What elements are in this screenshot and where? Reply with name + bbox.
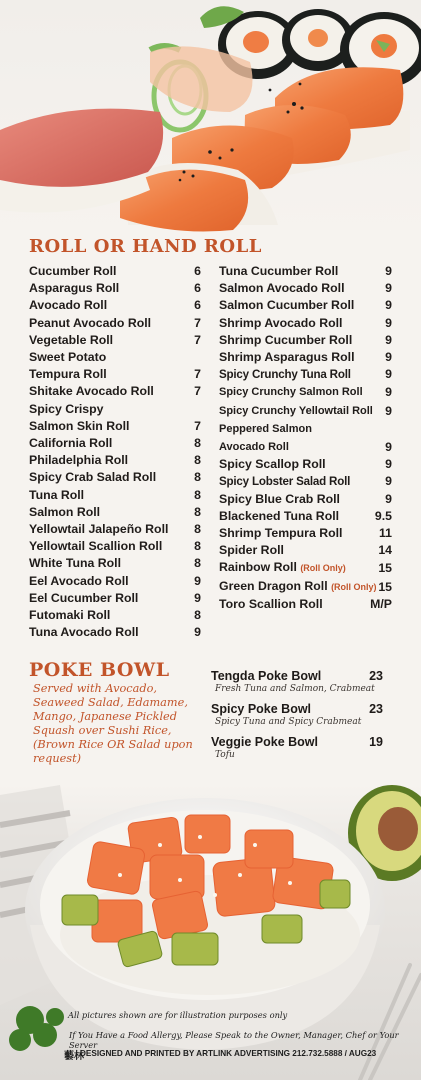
menu-item <box>219 578 392 596</box>
menu-item <box>29 401 201 435</box>
menu-item-name: Shrimp Tempura Roll <box>219 526 343 541</box>
menu-item-price: 8 <box>194 504 201 519</box>
menu-item-name: Spider Roll <box>219 543 284 558</box>
menu-item-label <box>219 508 339 525</box>
menu-item-label <box>29 280 119 297</box>
menu-item <box>219 383 392 401</box>
menu-item <box>219 420 392 456</box>
menu-item <box>29 332 201 349</box>
menu-item <box>29 487 201 504</box>
menu-item-price: 6 <box>194 281 201 296</box>
menu-item-label <box>29 624 139 641</box>
menu-item-label <box>219 578 377 596</box>
menu-item <box>29 280 201 297</box>
menu-item-price: 6 <box>194 298 201 313</box>
menu-item-price: 7 <box>194 315 201 330</box>
menu-item-name: Eel Cucumber Roll <box>29 590 139 605</box>
menu-item-price: 8 <box>194 608 201 623</box>
menu-item-label <box>29 590 138 607</box>
menu-item-price: 9 <box>385 367 392 382</box>
menu-item-price: 9 <box>385 440 392 455</box>
menu-item-label <box>219 402 373 420</box>
menu-item-label <box>219 525 342 542</box>
poke-item-name: Veggie Poke Bowl <box>211 735 318 749</box>
allergy-notice: If You Have a Food Allergy, Please Speak to the Owner, Manager, Chef or Your Server <box>69 1030 399 1050</box>
menu-item-note: (Roll Only) <box>331 581 377 592</box>
menu-item <box>219 473 392 490</box>
menu-item-price: 9 <box>385 332 392 347</box>
menu-item-name: California Roll <box>29 436 113 451</box>
menu-item-price: 8 <box>194 470 201 485</box>
menu-item <box>219 542 392 559</box>
roll-list-right <box>219 263 392 613</box>
poke-item-note: Spicy Tuna and Spicy Crabmeat <box>215 717 362 727</box>
menu-item-label <box>29 315 151 332</box>
menu-item-label <box>29 383 154 400</box>
artlink-logo: 藝林 <box>64 1051 84 1062</box>
menu-item-price: 9 <box>385 385 392 400</box>
menu-item-label <box>219 315 342 332</box>
menu-item-label <box>29 487 84 504</box>
menu-item-name: Spicy Lobster Salad Roll <box>219 475 351 489</box>
menu-item-label <box>219 383 363 401</box>
menu-item <box>29 315 201 332</box>
menu-item-label <box>29 435 112 452</box>
menu-item-label <box>29 297 107 314</box>
menu-item-label <box>29 504 100 521</box>
menu-item-name: Tuna Roll <box>29 487 85 502</box>
menu-item-label <box>219 366 351 383</box>
menu-item <box>29 297 201 314</box>
menu-item-name: Shrimp Avocado Roll <box>219 315 343 330</box>
menu-item-price: 8 <box>194 556 201 571</box>
menu-item-label <box>219 559 346 577</box>
menu-item <box>29 349 201 383</box>
poke-section-title: POKE BOWL <box>29 659 170 681</box>
menu-item-label <box>219 280 345 297</box>
poke-item-price: 23 <box>369 702 383 716</box>
menu-item-name: Peppered Salmon Avocado Roll <box>219 422 312 454</box>
menu-item-name: Green Dragon Roll <box>219 578 328 593</box>
menu-item-price: 11 <box>379 526 392 541</box>
menu-item <box>29 607 201 624</box>
menu-item-price: 6 <box>194 264 201 278</box>
menu-item-label <box>219 596 323 613</box>
menu-item-label <box>219 420 312 456</box>
poke-item-row <box>211 701 383 717</box>
printer-credit: DESIGNED AND PRINTED BY ARTLINK ADVERTISING 212.732.5888 / AUG23 <box>80 1049 377 1058</box>
menu-item <box>219 508 392 525</box>
menu-item-name: Salmon Avocado Roll <box>219 281 345 296</box>
menu-item-price: 8 <box>194 539 201 554</box>
menu-item-label <box>29 555 121 572</box>
menu-item-label <box>219 542 284 559</box>
menu-item-price: 15 <box>378 579 392 594</box>
menu-item-label <box>29 469 156 486</box>
poke-item <box>211 668 383 695</box>
menu-item-name: Spicy Scallop Roll <box>219 457 326 472</box>
menu-item-name: Toro Scallion Roll <box>219 596 323 611</box>
poke-item <box>211 701 383 728</box>
menu-item-price: 7 <box>194 418 201 433</box>
menu-item <box>29 435 201 452</box>
menu-item-name: Spicy Crunchy Salmon Roll <box>219 386 363 399</box>
menu-item-name: Shitake Avocado Roll <box>29 384 154 399</box>
menu-item <box>29 555 201 572</box>
menu-item-name: Spicy Blue Crab Roll <box>219 491 340 506</box>
menu-item <box>219 525 392 542</box>
menu-item <box>29 521 201 538</box>
menu-item-price: 9 <box>385 298 392 313</box>
roll-list-left <box>29 263 201 641</box>
poke-item-price: 19 <box>369 735 383 749</box>
menu-item <box>219 366 392 383</box>
menu-item-name: Rainbow Roll <box>219 560 297 575</box>
menu-item-price: 9 <box>385 264 392 278</box>
menu-item-name: Spicy Crunchy Yellowtail Roll <box>219 404 373 417</box>
menu-item-label <box>219 332 352 349</box>
menu-item-name: Tuna Cucumber Roll <box>219 264 339 278</box>
disclaimer-text: All pictures shown are for illustration purposes only <box>68 1010 288 1020</box>
menu-item <box>219 315 392 332</box>
menu-item <box>29 263 201 280</box>
menu-item-price: 9 <box>194 590 201 605</box>
menu-item-label <box>29 263 116 280</box>
menu-item <box>219 491 392 508</box>
sushi-photo <box>0 0 421 235</box>
menu-item-price: 8 <box>194 522 201 537</box>
menu-item-name: Yellowtail Jalapeño Roll <box>29 522 169 537</box>
poke-item <box>211 734 383 761</box>
menu-item <box>219 332 392 349</box>
menu-item-name: Vegetable Roll <box>29 332 114 347</box>
menu-item <box>219 280 392 297</box>
menu-item <box>29 573 201 590</box>
poke-item-note: Tofu <box>215 750 235 760</box>
menu-item <box>29 504 201 521</box>
menu-item <box>219 559 392 577</box>
menu-item-price: 9 <box>194 625 201 640</box>
menu-item <box>29 624 201 641</box>
menu-item <box>29 590 201 607</box>
menu-item-name: White Tuna Roll <box>29 556 121 571</box>
poke-description: Served with Avocado, Seaweed Salad, Edamame, Mango, Japanese Pickled Squash over Sushi Rice, (Brown Rice OR Salad upon request) <box>33 682 193 765</box>
poke-item-name: Tengda Poke Bowl <box>211 669 322 683</box>
menu-item-name: Spicy Crab Salad Roll <box>29 470 157 485</box>
menu-item-price: 8 <box>194 453 201 468</box>
poke-item-name: Spicy Poke Bowl <box>211 702 312 716</box>
poke-item-row <box>211 668 383 684</box>
menu-item-name: Spicy Crunchy Tuna Roll <box>219 368 351 382</box>
menu-item <box>219 297 392 314</box>
menu-item-name: Philadelphia Roll <box>29 453 129 468</box>
menu-item-name: Shrimp Cucumber Roll <box>219 332 353 347</box>
menu-item-price: M/P <box>370 596 392 611</box>
menu-item-name: Shrimp Asparagus Roll <box>219 350 355 365</box>
menu-item <box>219 263 392 280</box>
menu-item-price: 15 <box>378 561 392 576</box>
menu-item <box>29 469 201 486</box>
menu-item <box>29 383 201 400</box>
poke-item-row <box>211 734 383 750</box>
menu-item-label <box>219 349 355 366</box>
menu-item-name: Eel Avocado Roll <box>29 573 129 588</box>
poke-item-note: Fresh Tuna and Salmon, Crabmeat <box>215 684 375 694</box>
menu-item-price: 9 <box>385 350 392 365</box>
menu-item-label <box>219 491 340 508</box>
menu-item-price: 9 <box>385 315 392 330</box>
menu-item-name: Cucumber Roll <box>29 264 117 278</box>
menu-item-label <box>29 349 107 383</box>
menu-item-label <box>29 607 110 624</box>
menu-item-price: 7 <box>194 332 201 347</box>
menu-item-label <box>29 573 129 590</box>
menu-item-label <box>219 297 354 314</box>
menu-item <box>219 349 392 366</box>
roll-section-title: ROLL OR HAND ROLL <box>29 236 262 257</box>
poke-list <box>211 668 383 767</box>
menu-item-note: (Roll Only) <box>300 563 346 574</box>
menu-item-name: Futomaki Roll <box>29 608 111 623</box>
menu-item-name: Asparagus Roll <box>29 281 120 296</box>
menu-item-price: 9 <box>194 573 201 588</box>
menu-item <box>29 452 201 469</box>
menu-item-label <box>29 521 168 538</box>
menu-item-name: Yellowtail Scallion Roll <box>29 539 163 554</box>
menu-item-label <box>29 538 162 555</box>
poke-item-price: 23 <box>369 669 383 683</box>
menu-item-label <box>29 332 113 349</box>
menu-item-name: Salmon Roll <box>29 504 101 519</box>
menu-item-name: Peanut Avocado Roll <box>29 315 152 330</box>
menu-item-price: 9 <box>385 474 392 489</box>
menu-item-label <box>219 263 338 280</box>
menu-item <box>219 402 392 420</box>
menu-item-price: 9.5 <box>374 508 392 523</box>
menu-item-price: 7 <box>194 367 201 382</box>
menu-item-label <box>29 401 129 435</box>
menu-item-name: Tuna Avocado Roll <box>29 625 139 640</box>
menu-item-price: 9 <box>385 281 392 296</box>
menu-item-price: 7 <box>194 384 201 399</box>
menu-item-label <box>29 452 128 469</box>
menu-item-name: Spicy Crispy Salmon Skin Roll <box>29 401 130 433</box>
menu-item-label <box>219 473 350 490</box>
menu-item <box>29 538 201 555</box>
menu-item-price: 9 <box>385 403 392 418</box>
menu-item-price: 14 <box>378 543 392 558</box>
menu-item-name: Sweet Potato Tempura Roll <box>29 350 107 382</box>
menu-item-price: 8 <box>194 436 201 451</box>
menu-item-name: Blackened Tuna Roll <box>219 508 340 523</box>
menu-item-name: Avocado Roll <box>29 298 108 313</box>
menu-item-price: 8 <box>194 487 201 502</box>
menu-item-label <box>219 456 326 473</box>
menu-item-price: 9 <box>385 491 392 506</box>
menu-item <box>219 456 392 473</box>
menu-item-price: 9 <box>385 457 392 472</box>
menu-item <box>219 596 392 613</box>
menu-item-name: Salmon Cucumber Roll <box>219 298 355 313</box>
